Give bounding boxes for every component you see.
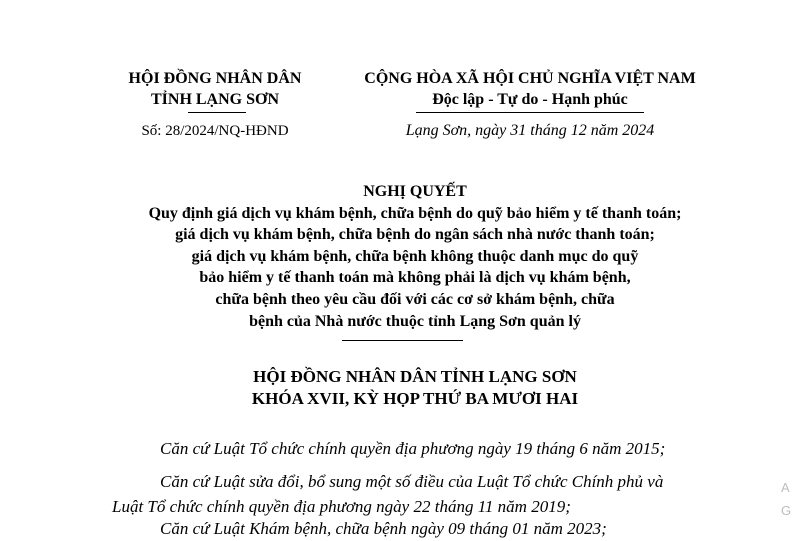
edge-watermark-letter: A [781,480,790,495]
resolution-title [70,181,760,332]
council-heading-line1: HỘI ĐỒNG NHÂN DÂN TỈNH LẠNG SƠN [253,367,577,386]
edge-watermark-letter: G [781,503,792,518]
legal-basis-paragraph: Căn cứ Luật sửa đổi, bổ sung một số điều của Luật Tổ chức Chính phủ và [160,472,664,491]
place-and-date: Lạng Sơn, ngày 31 tháng 12 năm 2024 [405,122,655,139]
legal-basis-paragraph: Căn cứ Luật Tổ chức chính quyền địa phương ngày 19 tháng 6 năm 2015; [160,439,666,458]
national-motto [335,68,725,110]
nation-name: CỘNG HÒA XÃ HỘI CHỦ NGHĨA VIỆT NAM [364,70,696,87]
title-line: Quy định giá dịch vụ khám bệnh, chữa bệnh do quỹ bảo hiểm y tế thanh toán; [148,204,682,222]
title-line: chữa bệnh theo yêu cầu đối với các cơ sở khám bệnh, chữa [215,290,615,308]
title-divider [342,340,463,341]
title-line: giá dịch vụ khám bệnh, chữa bệnh không thuộc danh mục do quỹ [191,247,639,265]
resolution-heading: NGHỊ QUYẾT [363,183,467,200]
title-line: bệnh của Nhà nước thuộc tỉnh Lạng Sơn quản lý [249,312,581,330]
legal-basis-paragraph-cut-off: Căn cứ Luật Khám bệnh, chữa bệnh ngày 09 tháng 01 năm 2023; [160,519,607,538]
council-name-line1: HỘI ĐỒNG NHÂN DÂN [128,70,302,87]
issuing-council [100,68,330,110]
motto: Độc lập - Tự do - Hạnh phúc [432,91,628,108]
title-line: giá dịch vụ khám bệnh, chữa bệnh do ngân sách nhà nước thanh toán; [175,226,655,244]
council-session-heading [70,366,760,410]
council-name-line2: TỈNH LẠNG SƠN [150,91,280,108]
motto-underline [416,112,644,113]
legal-basis-paragraph-continued: Luật Tổ chức chính quyền địa phương ngày 22 tháng 11 năm 2019; [112,497,571,516]
title-line: bảo hiểm y tế thanh toán mà không phải là dịch vụ khám bệnh, [199,269,631,287]
council-heading-line2: KHÓA XVII, KỲ HỌP THỨ BA MƯƠI HAI [251,389,579,408]
document-number: Số: 28/2024/NQ-HĐND [141,123,289,139]
council-underline [188,112,246,113]
